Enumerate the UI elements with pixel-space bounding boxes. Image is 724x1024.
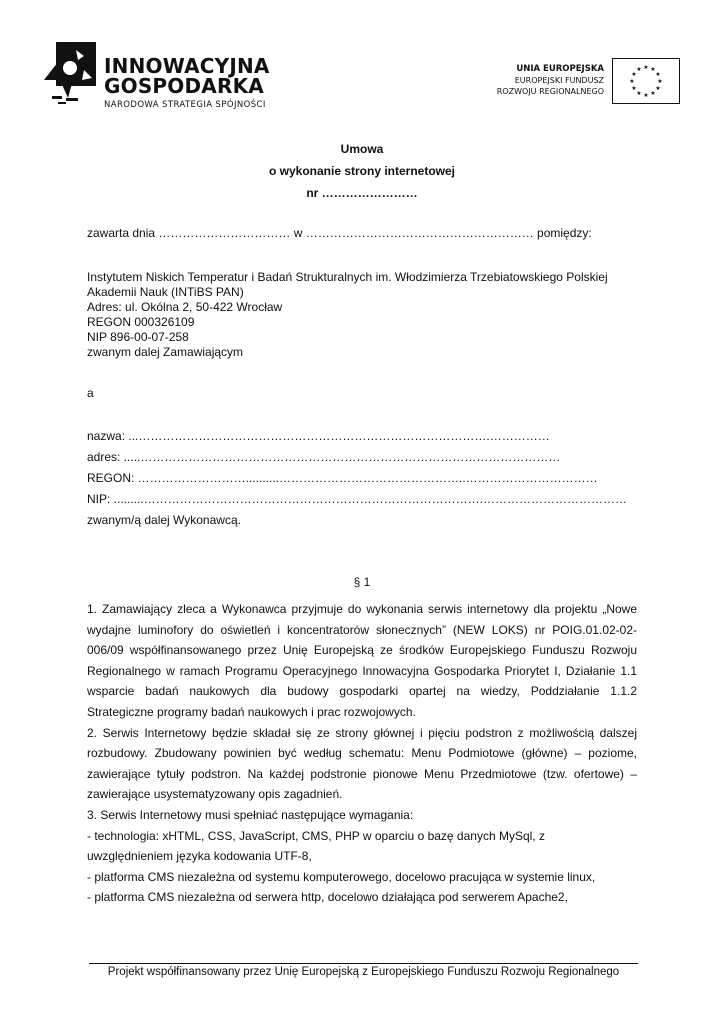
svg-text:★: ★: [650, 66, 656, 73]
footer-divider: [89, 963, 638, 964]
party-1-block: [87, 270, 637, 345]
p1-line: 006/09 współfinansowanego przez Unię Europejską ze środków Europejskiego Funduszu Rozwoju: [87, 643, 637, 658]
party-1-name-line-1: Instytutem Niskich Temperatur i Badań Strukturalnych im. Włodzimierza Trzebiatowskiego Polskiej: [87, 270, 608, 284]
logo-star-icon: [38, 40, 100, 110]
svg-text:★: ★: [643, 64, 649, 71]
footer-text: Projekt współfinansowany przez Unię Europejską z Europejskiego Funduszu Rozwoju Regionalnego: [107, 966, 620, 978]
svg-text:★: ★: [657, 78, 663, 85]
party-1-called: zwanym dalej Zamawiającym: [87, 345, 244, 359]
innowacyjna-gospodarka-logo: [38, 40, 278, 110]
svg-text:★: ★: [631, 85, 637, 92]
logo-line-3: NARODOWA STRATEGIA SPÓJNOŚCI: [104, 100, 266, 110]
eu-flag-icon: [612, 58, 680, 104]
svg-text:★: ★: [655, 85, 661, 92]
svg-text:★: ★: [650, 90, 656, 97]
p3-line: 3. Serwis Internetowy musi spełniać następujące wymagania:: [87, 807, 414, 822]
svg-text:★: ★: [629, 78, 635, 85]
party-1-nip: NIP 896-00-07-258: [87, 330, 189, 344]
eu-logo-text: [497, 64, 604, 97]
p2-line: zawierające usystematyzowany opis zagadnień.: [87, 787, 343, 802]
logo-line-2: GOSPODARKA: [104, 74, 264, 98]
title-line-1: Umowa: [340, 142, 384, 156]
logo-line-1: INNOWACYJNA: [104, 54, 270, 78]
eu-line-3: ROZWOJU REGIONALNEGO: [496, 87, 604, 96]
party-2-nip: NIP: .........………………………………………………………………………….………………………………: [87, 492, 628, 506]
party-1-name-line-2: Akademii Nauk (INTiBS PAN): [87, 285, 244, 299]
party-2-name: nazwa: ...…………………………………………………………………………….……………: [87, 429, 550, 443]
svg-text:★: ★: [631, 71, 637, 78]
p1-line: 1. Zamawiający zleca a Wykonawca przyjmuje do wykonania serwis internetowy dla projektu „Nowe: [87, 602, 637, 616]
party-1-regon: REGON 000326109: [87, 315, 195, 329]
party-2-regon: REGON: ………………………..........………………………………………..……………………………: [87, 471, 598, 485]
contract-title: [0, 138, 724, 204]
p1-line: Regionalnego w ramach Programu Operacyjnego Innowacyjna Gospodarka Priorytet I, Działanie 1.1: [87, 663, 637, 678]
title-line-2: o wykonanie strony internetowej: [268, 164, 456, 178]
concluded-line: zawarta dnia …………………………… w ………………………………………………… pomiędzy:: [87, 226, 592, 240]
p3-line: - technologia: xHTML, CSS, JavaScript, CMS, PHP w oparciu o bazę danych MySql, z: [87, 828, 545, 843]
p3-line: - platforma CMS niezależna od systemu komputerowego, docelowo pracująca w systemie linux,: [87, 869, 596, 884]
p1-line: wsparcie badań naukowych dla budowy gospodarki opartej na wiedzy, Poddziałanie 1.1.2: [87, 684, 637, 699]
p3-line: uwzględnieniem języka kodowania UTF-8,: [87, 849, 312, 864]
and-word: a: [87, 386, 94, 400]
svg-text:★: ★: [636, 66, 642, 73]
svg-text:★: ★: [655, 71, 661, 78]
section-sign: § 1: [353, 575, 371, 589]
p2-line: zawierające tytuły podstron. Na każdej podstronie pionowe Menu Przedmiotowe (tzw. ofertowe) –: [87, 766, 637, 781]
eu-line-1: UNIA EUROPEJSKA: [516, 64, 604, 74]
party-2-called: zwanym/ą dalej Wykonawcą.: [87, 513, 241, 527]
eu-line-2: EUROPEJSKI FUNDUSZ: [514, 76, 604, 85]
section-1-body: [87, 599, 637, 908]
party-1-address: Adres: ul. Okólna 2, 50-422 Wrocław: [87, 300, 283, 314]
svg-text:★: ★: [643, 92, 649, 99]
p1-line: Strategiczne programy badań naukowych i prac rozwojowych.: [87, 704, 416, 719]
p1-line: wydajne luminofory do oświetleń i koncentratorów słonecznych” (NEW LOKS) nr POIG.01.02-02-: [87, 622, 637, 637]
svg-text:★: ★: [636, 90, 642, 97]
p3-line: - platforma CMS niezależna od serwera http, docelowo działająca pod serwerem Apache2,: [87, 890, 568, 905]
p2-line: rozbudowy. Zbudowany powinien być według schematu: Menu Podmiotowe (główne) – poziome,: [87, 746, 637, 761]
p2-line: 2. Serwis Internetowy będzie składał się ze strony głównej i pięciu podstron z możliwością dalszej: [87, 725, 637, 740]
title-line-3: nr ……………………: [306, 186, 418, 200]
party-2-address: adres: .....……………………………………………………………………………………………: [87, 450, 561, 464]
